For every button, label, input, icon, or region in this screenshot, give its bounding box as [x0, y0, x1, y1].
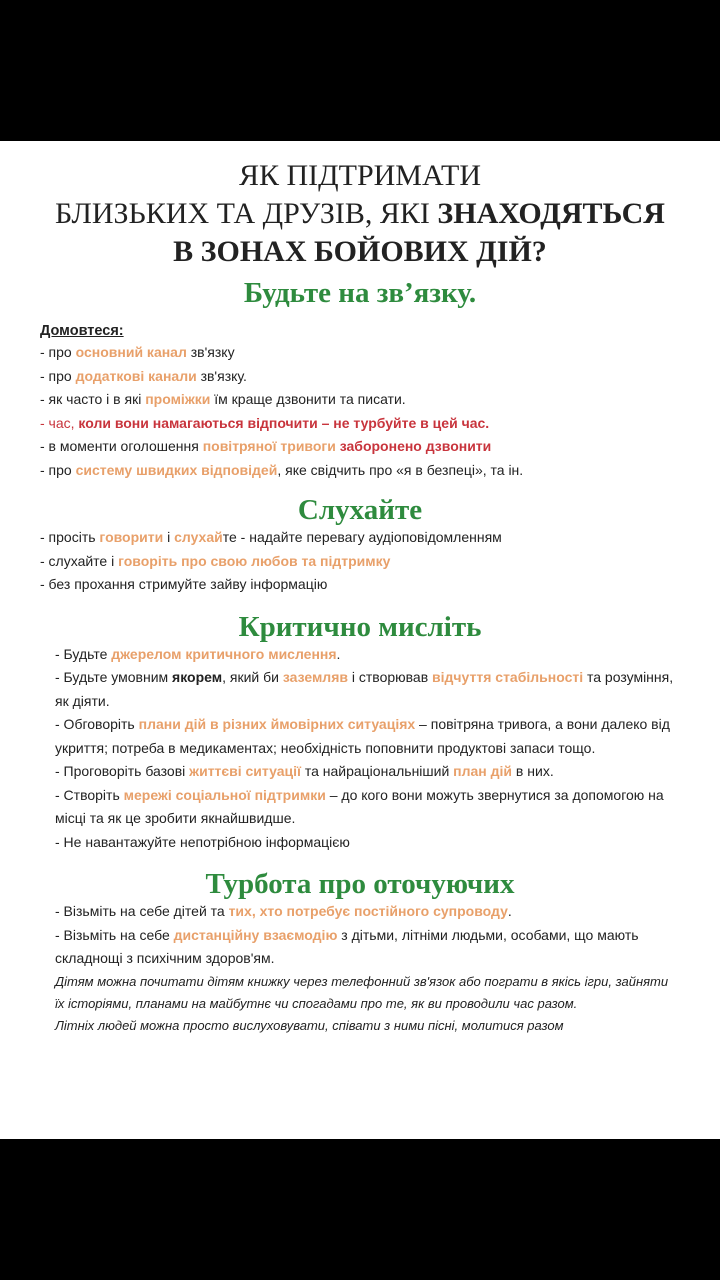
section-heading-think-critically: Критично мисліть [238, 610, 482, 643]
agree-label: Домовтеся: [40, 323, 124, 339]
title-line-1: ЯК ПІДТРИМАТИ [238, 159, 481, 192]
list-item: - час, коли вони намагаються відпочити – не турбуйте в цей час. [40, 414, 490, 431]
title-line-2-bold: ЗНАХОДЯТЬСЯ [437, 197, 665, 230]
italic-note: Дітям можна почитати дітям книжку через телефонний зв'язок або пограти в якісь ігри, зайняти їх історіями, планами на майбутнє чи спогадами про те, як ви проводили час разом. [55, 973, 669, 1011]
paragraph: - Будьте джерелом критичного мислення. [55, 645, 341, 662]
title-line-2 [40, 195, 680, 233]
list-item: - про додаткові канали зв'язку. [40, 367, 247, 384]
italic-note: Літніх людей можна просто вислуховувати, співати з ними пісні, молитися разом [55, 1017, 564, 1033]
list-item: - як часто і в які проміжки їм краще дзвонити та писати. [40, 391, 406, 407]
list-item: - про основний канал зв'язку [40, 344, 235, 360]
paragraph: - Не навантажуйте непотрібною інформацією [55, 833, 350, 850]
section-heading-care-for-others: Турбота про оточуючих [205, 868, 515, 900]
paragraph: - Візьміть на себе дітей та тих, хто потребує постійного супроводу. [55, 903, 512, 919]
infographic-sheet [0, 141, 720, 1139]
list-item: - просіть говорити і слухайте - надайте перевагу аудіоповідомленням [40, 529, 502, 545]
list-item: - без прохання стримуйте зайву інформацію [40, 576, 328, 592]
title-line-2-normal: БЛИЗЬКИХ ТА ДРУЗІВ, ЯКІ [55, 197, 438, 230]
title-line-3: В ЗОНАХ БОЙОВИХ ДІЙ? [173, 235, 547, 268]
paragraph: - Візьміть на себе дистанційну взаємодію з дітьми, літніми людьми, особами, що мають складнощі з психічним здоров'ям. [55, 926, 639, 966]
section-heading-stay-connected: Будьте на зв’язку. [243, 277, 477, 309]
list-item: - про систему швидких відповідей, яке свідчить про «я в безпеці», та ін. [40, 461, 524, 478]
paragraph: - Проговоріть базові життєві ситуації та найраціональніший план дій в них. [55, 763, 554, 779]
paragraph: - Створіть мережі соціальної підтримки – до кого вони можуть звернутися за допомогою на місці та як це зробити якнайшвидше. [55, 786, 664, 826]
list-item: - слухайте і говоріть про свою любов та підтримку [40, 552, 391, 569]
paragraph: - Будьте умовним якорем, який би заземляв і створював відчуття стабільності та розуміння, як діяти. [55, 669, 674, 709]
paragraph: - Обговоріть плани дій в різних ймовірних ситуаціях – повітряна тривога, а вони далеко від укриття; потреба в медикаментах; необхідність поповнити продуктові запаси тощо. [55, 716, 670, 756]
main-title [40, 157, 680, 271]
list-item: - в моменти оголошення повітряної тривоги заборонено дзвонити [40, 438, 492, 454]
section-heading-listen: Слухайте [297, 494, 423, 526]
